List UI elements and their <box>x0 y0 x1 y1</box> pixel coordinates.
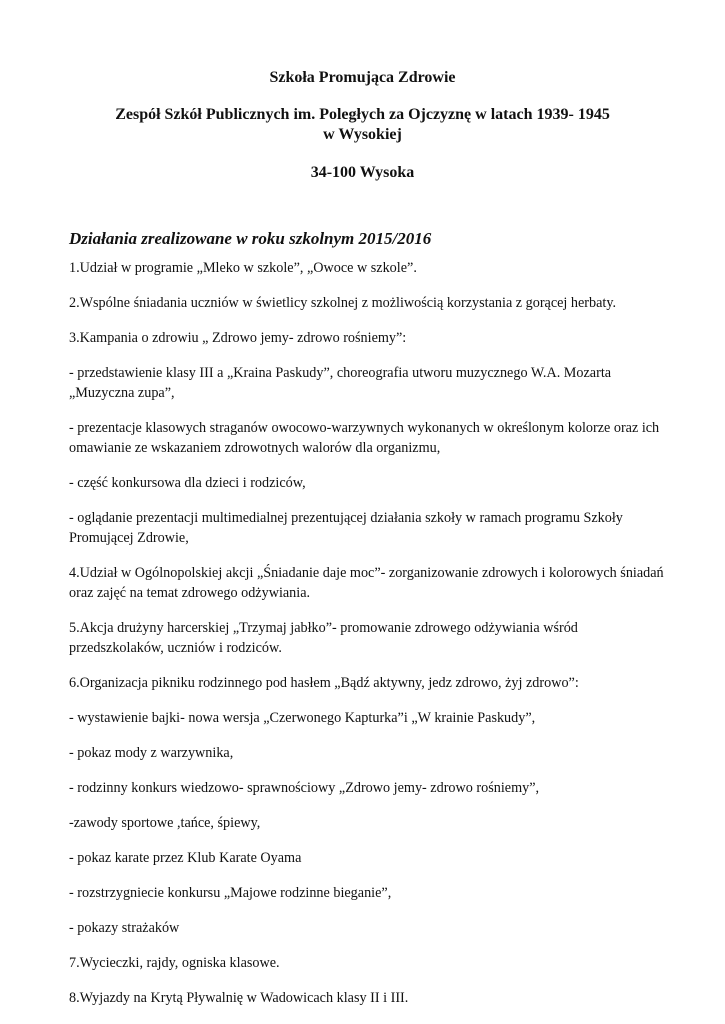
list-item: - rodzinny konkurs wiedzowo- sprawnościowy „Zdrowo jemy- zdrowo rośniemy”, <box>69 780 540 796</box>
school-type-heading: Szkoła Promująca Zdrowie <box>269 69 456 86</box>
section-title: Działania zrealizowane w roku szkolnym 2015/2016 <box>69 229 432 248</box>
list-item: 7.Wycieczki, rajdy, ogniska klasowe. <box>69 955 280 971</box>
school-complex-name-line2: w Wysokiej <box>323 126 402 143</box>
postal-town-heading: 34-100 Wysoka <box>310 164 415 181</box>
list-item: - pokaz mody z warzywnika, <box>69 745 234 761</box>
list-item: 8.Wyjazdy na Krytą Pływalnię w Wadowicach klasy II i III. <box>69 990 409 1006</box>
activities-list <box>69 258 669 1023</box>
list-item: - pokazy strażaków <box>69 920 180 936</box>
list-item: 1.Udział w programie „Mleko w szkole”, „Owoce w szkole”. <box>69 260 417 276</box>
list-item: - przedstawienie klasy III a „Kraina Paskudy”, choreografia utworu muzycznego W.A. Mozarta „Muzyczna zupa”, <box>69 365 612 401</box>
list-item: 6.Organizacja pikniku rodzinnego pod hasłem „Bądź aktywny, jedz zdrowo, żyj zdrowo”: <box>69 675 579 691</box>
list-item: 5.Akcja drużyny harcerskiej „Trzymaj jabłko”- promowanie zdrowego odżywiania wśród przedszkolaków, uczniów i rodziców. <box>69 620 578 656</box>
list-item: - rozstrzygniecie konkursu „Majowe rodzinne bieganie”, <box>69 885 392 901</box>
list-item: 2.Wspólne śniadania uczniów w świetlicy szkolnej z możliwością korzystania z gorącej herbaty. <box>69 295 617 311</box>
list-item: 3.Kampania o zdrowiu „ Zdrowo jemy- zdrowo rośniemy”: <box>69 330 407 346</box>
list-item: - prezentacje klasowych straganów owocowo-warzywnych wykonanych w określonym kolorze oraz ich omawianie ze wskazaniem zdrowotnych walorów dla organizmu, <box>69 420 660 456</box>
list-item: -zawody sportowe ,tańce, śpiewy, <box>69 815 261 831</box>
list-item: 4.Udział w Ogólnopolskiej akcji „Śniadanie daje moc”- zorganizowanie zdrowych i kolorowych śniadań oraz zajęć na temat zdrowego odżywiania. <box>69 565 664 601</box>
list-item: - część konkursowa dla dzieci i rodziców, <box>69 475 306 491</box>
school-complex-name-line1: Zespół Szkół Publicznych im. Poległych za Ojczyznę w latach 1939- 1945 <box>115 106 610 123</box>
list-item: - wystawienie bajki- nowa wersja „Czerwonego Kapturka”i „W krainie Paskudy”, <box>69 710 536 726</box>
list-item: - pokaz karate przez Klub Karate Oyama <box>69 850 302 866</box>
school-complex-heading <box>0 105 725 145</box>
list-item: - oglądanie prezentacji multimedialnej prezentującej działania szkoły w ramach programu Szkoły Promującej Zdrowie, <box>69 510 623 546</box>
